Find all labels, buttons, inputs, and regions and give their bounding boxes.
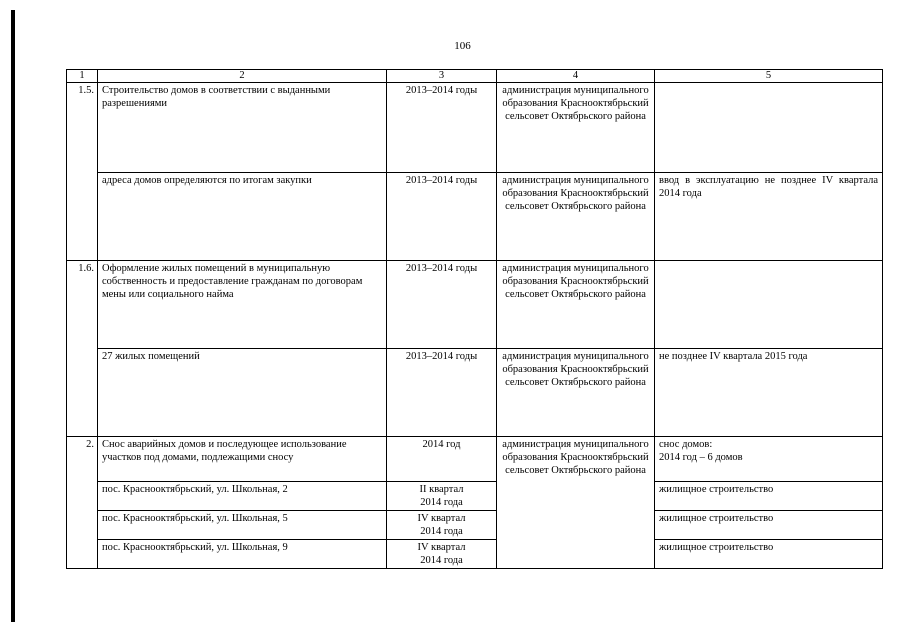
row-period: 2013–2014 годы [387, 83, 497, 173]
period-line: 2014 года [420, 526, 463, 537]
row-result: ввод в эксплуатацию не позднее IV квартала 2014 года [655, 173, 883, 261]
row-number: 1.5. [67, 83, 98, 261]
row-executor: администрация муниципального образования Краснооктябрьский сельсовет Октябрьского района [497, 83, 655, 173]
period-line: 2014 года [420, 497, 463, 508]
row-executor: администрация муниципального образования Краснооктябрьский сельсовет Октябрьского района [497, 437, 655, 569]
row-result [655, 437, 883, 482]
row-period: 2013–2014 годы [387, 261, 497, 349]
row-period [387, 511, 497, 540]
header-cell-2: 2 [98, 70, 387, 83]
row-description: пос. Краснооктябрьский, ул. Школьная, 9 [98, 540, 387, 569]
row-period: 2014 год [387, 437, 497, 482]
row-description: пос. Краснооктябрьский, ул. Школьная, 5 [98, 511, 387, 540]
row-executor: администрация муниципального образования Краснооктябрьский сельсовет Октябрьского района [497, 173, 655, 261]
row-number: 1.6. [67, 261, 98, 437]
table-header-row [67, 70, 883, 83]
header-cell-5: 5 [655, 70, 883, 83]
binding-bar [11, 10, 15, 622]
result-line: снос домов: [659, 439, 713, 450]
header-cell-3: 3 [387, 70, 497, 83]
period-line: IV квартал [417, 542, 466, 553]
row-description: Оформление жилых помещений в муниципальную собственность и предоставление гражданам по договорам мены или социального найма [98, 261, 387, 349]
table-row [67, 482, 883, 511]
header-cell-4: 4 [497, 70, 655, 83]
row-period: 2013–2014 годы [387, 173, 497, 261]
row-result: жилищное строительство [655, 540, 883, 569]
row-result: жилищное строительство [655, 482, 883, 511]
table-row [67, 349, 883, 437]
row-description: пос. Краснооктябрьский, ул. Школьная, 2 [98, 482, 387, 511]
header-cell-1: 1 [67, 70, 98, 83]
table-row [67, 511, 883, 540]
row-result [655, 261, 883, 349]
row-number: 2. [67, 437, 98, 569]
row-result: жилищное строительство [655, 511, 883, 540]
row-executor: администрация муниципального образования Краснооктябрьский сельсовет Октябрьского района [497, 349, 655, 437]
table-row [67, 261, 883, 349]
row-result [655, 83, 883, 173]
row-description: Снос аварийных домов и последующее использование участков под домами, подлежащими сносу [98, 437, 387, 482]
row-description: Строительство домов в соответствии с выданными разрешениями [98, 83, 387, 173]
row-period [387, 540, 497, 569]
result-line: 2014 год – 6 домов [659, 452, 743, 463]
row-description: адреса домов определяются по итогам закупки [98, 173, 387, 261]
table-row [67, 437, 883, 482]
row-result: не позднее IV квартала 2015 года [655, 349, 883, 437]
row-period [387, 482, 497, 511]
row-period: 2013–2014 годы [387, 349, 497, 437]
period-line: IV квартал [417, 513, 466, 524]
period-line: II квартал [419, 484, 464, 495]
row-description: 27 жилых помещений [98, 349, 387, 437]
period-line: 2014 года [420, 555, 463, 566]
page-number: 106 [454, 40, 471, 52]
table-row [67, 83, 883, 173]
table-row [67, 540, 883, 569]
table-row [67, 173, 883, 261]
measures-table [66, 69, 883, 569]
row-executor: администрация муниципального образования Краснооктябрьский сельсовет Октябрьского района [497, 261, 655, 349]
